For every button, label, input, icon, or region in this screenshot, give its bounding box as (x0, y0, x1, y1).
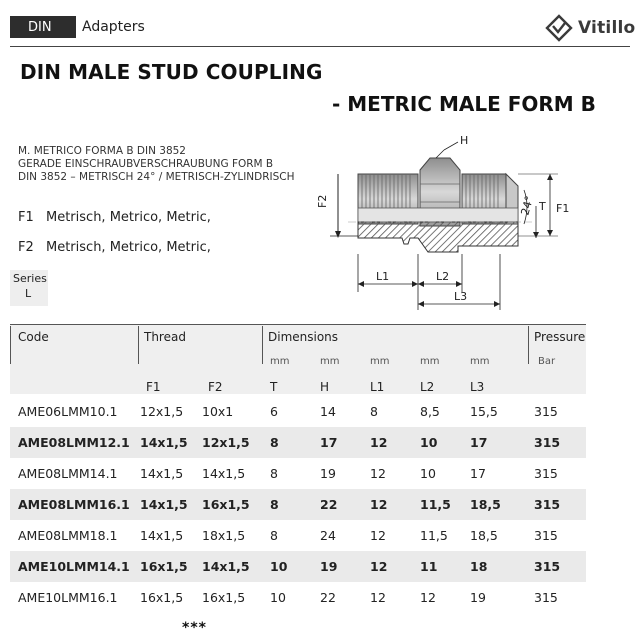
cell-l3: 15,5 (470, 404, 498, 419)
header-bar (10, 16, 145, 38)
series-value: L (25, 287, 32, 300)
cell-h: 19 (320, 559, 338, 574)
angle-dimension (519, 190, 537, 224)
column-separator (138, 326, 139, 364)
page-subtitle: - METRIC MALE FORM B (332, 92, 596, 116)
col-pressure: Pressure (534, 330, 586, 344)
table-row (10, 427, 586, 458)
cell-code: AME10LMM16.1 (18, 590, 118, 605)
t-label: T (539, 200, 546, 213)
cell-l2: 11,5 (420, 528, 448, 543)
cell-f2: 16x1,5 (202, 590, 246, 605)
cell-code: AME10LMM14.1 (18, 559, 130, 574)
f2-dimension (316, 174, 358, 238)
cell-bar: 315 (534, 435, 561, 450)
table-row (10, 489, 586, 520)
cell-t: 10 (270, 559, 288, 574)
cell-bar: 315 (534, 528, 558, 543)
cell-l1: 12 (370, 435, 388, 450)
cell-f1: 16x1,5 (140, 559, 188, 574)
cell-l2: 11,5 (420, 497, 451, 512)
length-dimensions (358, 254, 500, 310)
cell-bar: 315 (534, 404, 558, 419)
col-dimensions: Dimensions (268, 330, 339, 344)
vitillo-logo-icon (545, 14, 573, 42)
cell-h: 22 (320, 497, 338, 512)
cell-l3: 19 (470, 590, 486, 605)
cell-l1: 8 (370, 404, 378, 419)
cell-t: 6 (270, 404, 278, 419)
cell-bar: 315 (534, 466, 558, 481)
brand (545, 14, 635, 42)
cell-h: 19 (320, 466, 336, 481)
subheader-h: H (320, 380, 330, 394)
table-row (10, 458, 586, 489)
unit-l3: mm (470, 356, 490, 367)
cell-l3: 18 (470, 559, 488, 574)
cell-f2: 14x1,5 (202, 559, 250, 574)
cell-l2: 10 (420, 466, 436, 481)
cell-t: 8 (270, 497, 279, 512)
f2-label: F2 (316, 194, 329, 208)
cell-code: AME08LMM12.1 (18, 435, 130, 450)
table-row (10, 582, 586, 613)
cell-l2: 12 (420, 590, 436, 605)
series-label: Series (13, 272, 47, 285)
unit-l2: mm (420, 356, 440, 367)
spec-line: M. METRICO FORMA B DIN 3852 (18, 145, 186, 157)
unit-h: mm (320, 356, 340, 367)
cell-l1: 12 (370, 528, 386, 543)
cell-l2: 8,5 (420, 404, 440, 419)
cell-l3: 18,5 (470, 528, 498, 543)
cell-t: 8 (270, 466, 278, 481)
cell-f2: 14x1,5 (202, 466, 246, 481)
cell-l2: 10 (420, 435, 438, 450)
cell-t: 10 (270, 590, 286, 605)
cell-bar: 315 (534, 590, 558, 605)
cell-f1: 14x1,5 (140, 497, 188, 512)
table-row (10, 551, 586, 582)
bore (358, 208, 518, 222)
cell-code: AME08LMM16.1 (18, 497, 130, 512)
h-dimension (436, 134, 468, 158)
cell-l2: 11 (420, 559, 438, 574)
footer-mark: *** (182, 620, 207, 636)
unit-l1: mm (370, 356, 390, 367)
thread-text: Metrisch, Metrico, Metric, (46, 210, 211, 225)
cell-f2: 18x1,5 (202, 528, 246, 543)
cell-bar: 315 (534, 497, 561, 512)
section-label: Adapters (82, 19, 145, 35)
section-hatch (358, 222, 518, 252)
brand-name: Vitillo (578, 18, 636, 38)
din-badge: DIN (10, 16, 76, 38)
unit-t: mm (270, 356, 290, 367)
thread-tag: F1 (18, 210, 34, 225)
angle-label: 24° (518, 194, 537, 217)
l1-label: L1 (376, 270, 390, 283)
cell-l1: 12 (370, 497, 388, 512)
col-thread: Thread (144, 330, 186, 344)
cell-f2: 16x1,5 (202, 497, 250, 512)
l2-label: L2 (436, 270, 450, 283)
subheader-f2: F2 (208, 380, 223, 394)
subheader-t: T (270, 380, 278, 394)
column-separator (262, 326, 263, 364)
subheader-l2: L2 (420, 380, 435, 394)
cell-f1: 16x1,5 (140, 590, 184, 605)
subheader-l3: L3 (470, 380, 485, 394)
t-dimension (533, 200, 546, 238)
coupling-drawing (318, 128, 590, 314)
subheader-f1: F1 (146, 380, 161, 394)
cell-t: 8 (270, 528, 278, 543)
series-box (10, 270, 48, 306)
cell-code: AME08LMM18.1 (18, 528, 118, 543)
table-row (10, 396, 586, 427)
thread-tag: F2 (18, 240, 34, 255)
thread-f2 (18, 240, 211, 255)
cell-bar: 315 (534, 559, 561, 574)
column-separator (528, 326, 529, 364)
table-row (10, 520, 586, 551)
cell-h: 14 (320, 404, 336, 419)
spec-block (18, 145, 295, 184)
cell-code: AME06LMM10.1 (18, 404, 118, 419)
cell-h: 24 (320, 528, 336, 543)
f1-label: F1 (556, 202, 570, 215)
cell-h: 22 (320, 590, 336, 605)
header-divider (10, 46, 630, 47)
spec-line: DIN 3852 – METRISCH 24° / METRISCH-ZYLINDRISCH (18, 171, 295, 183)
cell-t: 8 (270, 435, 279, 450)
spec-line: GERADE EINSCHRAUBVERSCHRAUBUNG FORM B (18, 158, 274, 170)
col-code: Code (18, 330, 49, 344)
cell-l3: 17 (470, 466, 486, 481)
thread-text: Metrisch, Metrico, Metric, (46, 240, 211, 255)
l3-label: L3 (454, 290, 468, 303)
cell-code: AME08LMM14.1 (18, 466, 118, 481)
unit-bar: Bar (538, 356, 556, 367)
thread-f1 (18, 210, 211, 225)
cell-l3: 18,5 (470, 497, 501, 512)
table-top-rule (10, 324, 586, 325)
cell-l3: 17 (470, 435, 488, 450)
cell-f1: 14x1,5 (140, 435, 188, 450)
cell-l1: 12 (370, 590, 386, 605)
cell-f1: 14x1,5 (140, 466, 184, 481)
subheader-l1: L1 (370, 380, 385, 394)
column-separator (10, 326, 11, 364)
cell-f2: 10x1 (202, 404, 234, 419)
cell-f2: 12x1,5 (202, 435, 250, 450)
cell-f1: 14x1,5 (140, 528, 184, 543)
page-title: DIN MALE STUD COUPLING (20, 60, 323, 84)
h-label: H (460, 134, 469, 147)
cell-l1: 12 (370, 466, 386, 481)
cell-h: 17 (320, 435, 338, 450)
cell-f1: 12x1,5 (140, 404, 184, 419)
cell-l1: 12 (370, 559, 388, 574)
